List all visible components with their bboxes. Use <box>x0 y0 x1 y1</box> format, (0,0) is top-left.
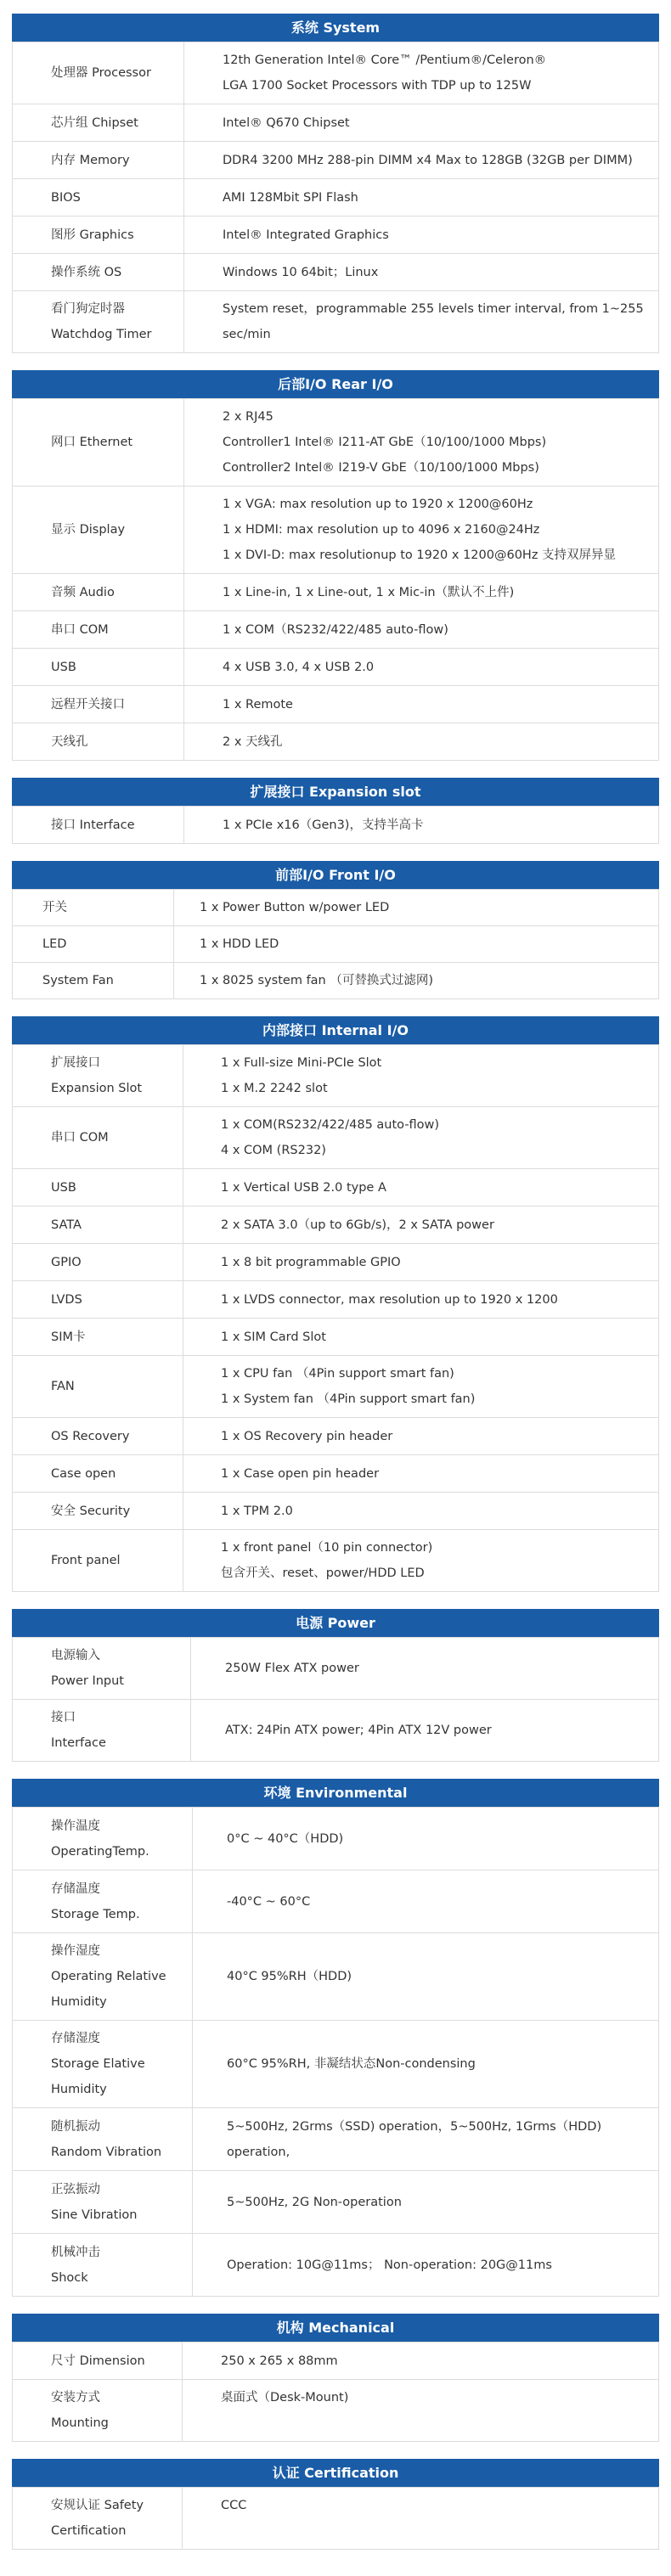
spec-label-line: LED <box>42 937 67 951</box>
spec-section <box>12 1609 659 1762</box>
spec-value <box>183 2488 659 2550</box>
spec-value <box>174 890 659 926</box>
spec-label <box>13 1530 183 1592</box>
spec-value-line: DDR4 3200 MHz 288-pin DIMM x4 Max to 128GB (32GB per DIMM) <box>223 153 633 167</box>
spec-value-line: ATX: 24Pin ATX power; 4Pin ATX 12V power <box>225 1724 492 1737</box>
spec-table <box>12 2487 659 2550</box>
spec-value <box>174 963 659 999</box>
table-row <box>13 1281 659 1319</box>
spec-table <box>12 806 659 844</box>
spec-label-line: 音频 Audio <box>51 585 115 599</box>
spec-value <box>183 1493 659 1530</box>
spec-label <box>13 1638 191 1700</box>
spec-value-line: 1 x PCIe x16（Gen3)，支持半高卡 <box>223 818 424 832</box>
table-row <box>13 574 659 611</box>
spec-label <box>13 1356 183 1418</box>
spec-value <box>184 179 659 217</box>
spec-value-line: 1 x COM(RS232/422/485 auto-flow) <box>221 1118 440 1132</box>
spec-section <box>12 370 659 761</box>
spec-value-line: 1 x HDD LED <box>200 937 279 951</box>
spec-label-line: 机械冲击 <box>51 2245 100 2259</box>
spec-label <box>13 179 184 217</box>
spec-label <box>13 611 184 649</box>
spec-value-line: 1 x Full-size Mini-PCIe Slot <box>221 1056 382 1070</box>
spec-value <box>183 1206 659 1244</box>
spec-value <box>184 723 659 761</box>
table-row <box>13 2488 659 2550</box>
spec-value <box>184 649 659 686</box>
spec-value-line: 250 x 265 x 88mm <box>221 2354 338 2368</box>
spec-label-line: Expansion Slot <box>51 1082 143 1095</box>
spec-label-line: Random Vibration <box>51 2145 162 2159</box>
section-title: 机构 Mechanical <box>12 2314 659 2342</box>
spec-value-line: 1 x M.2 2242 slot <box>221 1082 328 1095</box>
spec-value <box>193 2234 659 2297</box>
table-row <box>13 686 659 723</box>
spec-value <box>191 1638 659 1700</box>
section-title: 环境 Environmental <box>12 1779 659 1807</box>
spec-label <box>13 1808 193 1870</box>
spec-value-line: 1 x Power Button w/power LED <box>200 901 390 914</box>
spec-value <box>183 1455 659 1493</box>
spec-value <box>184 611 659 649</box>
spec-label <box>13 254 184 291</box>
spec-value-line: 1 x TPM 2.0 <box>221 1504 293 1518</box>
table-row <box>13 2021 659 2108</box>
spec-label-line: LVDS <box>51 1292 82 1307</box>
spec-value <box>191 1700 659 1762</box>
spec-label-line: System Fan <box>42 974 114 987</box>
spec-label-line: 操作湿度 <box>51 1944 100 1958</box>
spec-value <box>193 1933 659 2021</box>
spec-value-line: 40°C 95%RH（HDD) <box>227 1970 352 1983</box>
section-title: 扩展接口 Expansion slot <box>12 778 659 806</box>
spec-value <box>184 254 659 291</box>
spec-value <box>183 1530 659 1592</box>
spec-label <box>13 723 184 761</box>
spec-value-line: 1 x Vertical USB 2.0 type A <box>221 1180 386 1195</box>
spec-value-line: Controller2 Intel® I219-V GbE（10/100/1000 Mbps) <box>223 461 539 475</box>
table-row <box>13 963 659 999</box>
table-row <box>13 42 659 104</box>
spec-label <box>13 2171 193 2234</box>
spec-label-line: Humidity <box>51 2083 107 2096</box>
spec-label-line: Power Input <box>51 1674 124 1688</box>
spec-label <box>13 217 184 254</box>
spec-label <box>13 963 174 999</box>
spec-label <box>13 807 184 844</box>
spec-label <box>13 574 184 611</box>
table-row <box>13 104 659 142</box>
spec-label-line: 操作温度 <box>51 1819 100 1833</box>
spec-value <box>183 2343 659 2380</box>
table-row <box>13 1808 659 1870</box>
spec-table <box>12 1807 659 2297</box>
spec-value <box>183 1169 659 1206</box>
spec-label-line: 存储湿度 <box>51 2032 100 2045</box>
spec-table <box>12 889 659 999</box>
section-title: 认证 Certification <box>12 2459 659 2487</box>
spec-label <box>13 1107 183 1169</box>
table-row <box>13 1319 659 1356</box>
spec-value-line: -40°C ~ 60°C <box>227 1894 311 1909</box>
spec-label-line: USB <box>51 660 76 674</box>
spec-value-line: 250W Flex ATX power <box>225 1662 359 1675</box>
table-row <box>13 2234 659 2297</box>
spec-label <box>13 1455 183 1493</box>
spec-label <box>13 42 184 104</box>
spec-label-line: Watchdog Timer <box>51 328 152 341</box>
spec-label-line: 存储温度 <box>51 1881 100 1896</box>
spec-label <box>13 2021 193 2108</box>
table-row <box>13 1107 659 1169</box>
spec-section <box>12 778 659 844</box>
spec-value-line: 1 x HDMI: max resolution up to 4096 x 2160@24Hz <box>223 523 540 537</box>
spec-label-line: 串口 COM <box>51 622 109 637</box>
spec-label <box>13 649 184 686</box>
spec-value-line: 1 x VGA: max resolution up to 1920 x 1200@60Hz <box>223 498 533 511</box>
spec-value-line: AMI 128Mbit SPI Flash <box>223 190 358 205</box>
spec-value <box>193 1870 659 1933</box>
spec-value-line: 1 x 8025 system fan （可替换式过滤网) <box>200 974 434 987</box>
table-row <box>13 217 659 254</box>
table-row <box>13 723 659 761</box>
spec-value-line: 1 x LVDS connector, max resolution up to 1920 x 1200 <box>221 1292 558 1307</box>
spec-label-line: 显示 Display <box>51 523 126 537</box>
spec-value <box>184 291 659 353</box>
spec-value-line: 5~500Hz, 2G Non-operation <box>227 2195 402 2209</box>
spec-value <box>184 574 659 611</box>
table-row <box>13 2380 659 2442</box>
section-title: 内部接口 Internal I/O <box>12 1016 659 1044</box>
spec-value-line: 1 x DVI-D: max resolutionup to 1920 x 1200@60Hz 支持双屏异显 <box>223 548 617 562</box>
section-title: 电源 Power <box>12 1609 659 1637</box>
spec-value <box>183 1107 659 1169</box>
spec-value-line: 1 x front panel（10 pin connector) <box>221 1541 433 1555</box>
spec-label-line: 网口 Ethernet <box>51 436 133 449</box>
spec-label-line: Storage Temp. <box>51 1907 140 1921</box>
table-row <box>13 1638 659 1700</box>
spec-label-line: 图形 Graphics <box>51 228 134 242</box>
spec-label <box>13 487 184 574</box>
spec-label-line: Case open <box>51 1466 116 1481</box>
spec-label-line: GPIO <box>51 1255 82 1269</box>
table-row <box>13 2343 659 2380</box>
spec-value-line: 1 x OS Recovery pin header <box>221 1429 393 1443</box>
spec-value <box>193 2171 659 2234</box>
spec-label-line: SIM卡 <box>51 1330 86 1344</box>
spec-label <box>13 1206 183 1244</box>
spec-value <box>184 217 659 254</box>
section-title: 后部I/O Rear I/O <box>12 370 659 398</box>
spec-value <box>183 1045 659 1107</box>
spec-value <box>193 2108 659 2171</box>
spec-value <box>174 926 659 963</box>
spec-label <box>13 1045 183 1107</box>
spec-label-line: 接口 <box>51 1711 76 1724</box>
table-row <box>13 890 659 926</box>
spec-value-line: 60°C 95%RH, 非凝结状态Non-condensing <box>227 2057 476 2071</box>
table-row <box>13 2171 659 2234</box>
spec-value <box>183 1244 659 1281</box>
spec-label-line: OS Recovery <box>51 1429 130 1443</box>
spec-value-line: 1 x Remote <box>223 697 293 711</box>
spec-value-line: LGA 1700 Socket Processors with TDP up to 125W <box>223 79 532 93</box>
table-row <box>13 1244 659 1281</box>
spec-table <box>12 398 659 761</box>
spec-value-line: 桌面式（Desk-Mount) <box>221 2391 349 2404</box>
spec-label-line: Humidity <box>51 1995 107 2009</box>
spec-label-line: 扩展接口 <box>51 1056 100 1070</box>
spec-label <box>13 104 184 142</box>
spec-value-line: 2 x 天线孔 <box>223 734 283 749</box>
spec-label-line: OperatingTemp. <box>51 1844 149 1859</box>
table-row <box>13 1356 659 1418</box>
table-row <box>13 1530 659 1592</box>
spec-value <box>184 487 659 574</box>
spec-value-line: 1 x Case open pin header <box>221 1466 380 1481</box>
spec-value <box>184 42 659 104</box>
spec-value-line: 4 x COM (RS232) <box>221 1144 326 1157</box>
spec-label <box>13 1418 183 1455</box>
spec-value-line: 1 x 8 bit programmable GPIO <box>221 1255 401 1269</box>
table-row <box>13 254 659 291</box>
spec-label-line: 安装方式 <box>51 2391 100 2404</box>
spec-label-line: 串口 COM <box>51 1131 109 1145</box>
spec-value-line: 0°C ~ 40°C（HDD) <box>227 1831 344 1846</box>
spec-section <box>12 1016 659 1592</box>
spec-label-line: 操作系统 OS <box>51 265 122 279</box>
table-row <box>13 611 659 649</box>
spec-value <box>183 1281 659 1319</box>
table-row <box>13 1870 659 1933</box>
spec-label <box>13 1244 183 1281</box>
spec-value-line: 包含开关、reset、power/HDD LED <box>221 1566 425 1580</box>
spec-section <box>12 2314 659 2442</box>
spec-value <box>184 399 659 487</box>
spec-value <box>184 142 659 179</box>
table-row <box>13 1206 659 1244</box>
spec-label <box>13 926 174 963</box>
spec-value <box>183 1418 659 1455</box>
spec-label <box>13 1870 193 1933</box>
spec-label <box>13 1169 183 1206</box>
spec-label-line: 看门狗定时器 <box>51 302 125 316</box>
spec-value-line: System reset，programmable 255 levels timer interval, from 1~255 sec/min <box>223 302 644 341</box>
spec-label <box>13 1281 183 1319</box>
spec-label <box>13 1700 191 1762</box>
spec-value <box>184 104 659 142</box>
spec-label <box>13 2488 183 2550</box>
spec-label <box>13 1319 183 1356</box>
table-row <box>13 142 659 179</box>
spec-label-line: Operating Relative <box>51 1970 166 1983</box>
spec-value-line: Controller1 Intel® I211-AT GbE（10/100/1000 Mbps) <box>223 436 547 449</box>
spec-label-line: 内存 Memory <box>51 153 130 167</box>
spec-label-line: 安规认证 Safety <box>51 2499 144 2512</box>
spec-section <box>12 14 659 353</box>
spec-value-line: 12th Generation Intel® Core™ /Pentium®/Celeron® <box>223 53 547 67</box>
spec-table <box>12 1637 659 1762</box>
spec-label-line: USB <box>51 1180 76 1195</box>
spec-label-line: 接口 Interface <box>51 818 135 832</box>
spec-table <box>12 1044 659 1592</box>
spec-section <box>12 861 659 999</box>
table-row <box>13 291 659 353</box>
spec-value-line: Windows 10 64bit；Linux <box>223 265 379 279</box>
spec-value-line: 5~500Hz, 2Grms（SSD) operation，5~500Hz, 1Grms（HDD) operation, <box>227 2119 602 2159</box>
spec-value-line: Intel® Integrated Graphics <box>223 228 389 242</box>
table-row <box>13 926 659 963</box>
table-row <box>13 1045 659 1107</box>
spec-label-line: 芯片组 Chipset <box>51 115 138 130</box>
spec-value-line: 1 x SIM Card Slot <box>221 1330 326 1344</box>
table-row <box>13 1455 659 1493</box>
spec-value-line: 1 x Line-in, 1 x Line-out, 1 x Mic-in（默认不上件) <box>223 585 515 599</box>
spec-label <box>13 686 184 723</box>
spec-label-line: 正弦振动 <box>51 2182 100 2196</box>
spec-label <box>13 142 184 179</box>
spec-value <box>183 1356 659 1418</box>
spec-label-line: 天线孔 <box>51 734 88 749</box>
spec-value <box>183 1319 659 1356</box>
spec-table <box>12 42 659 353</box>
table-row <box>13 649 659 686</box>
spec-value-line: 2 x RJ45 <box>223 410 273 424</box>
spec-label-line: 处理器 Processor <box>51 66 151 80</box>
table-row <box>13 487 659 574</box>
spec-label <box>13 291 184 353</box>
spec-value-line: CCC <box>221 2499 247 2512</box>
spec-label <box>13 2343 183 2380</box>
spec-table <box>12 2342 659 2442</box>
spec-value <box>184 686 659 723</box>
spec-value <box>193 1808 659 1870</box>
spec-label <box>13 1493 183 1530</box>
spec-value-line: Operation: 10G@11ms； Non-operation: 20G@11ms <box>227 2258 552 2272</box>
table-row <box>13 1700 659 1762</box>
table-row <box>13 807 659 844</box>
spec-label <box>13 2108 193 2171</box>
spec-value-line: 4 x USB 3.0, 4 x USB 2.0 <box>223 660 375 674</box>
spec-value-line: 1 x CPU fan （4Pin support smart fan) <box>221 1367 454 1381</box>
spec-label-line: 远程开关接口 <box>51 697 125 711</box>
spec-value <box>183 2380 659 2442</box>
spec-section <box>12 2459 659 2550</box>
table-row <box>13 1493 659 1530</box>
table-row <box>13 1169 659 1206</box>
spec-label-line: 尺寸 Dimension <box>51 2354 145 2368</box>
spec-section <box>12 1779 659 2297</box>
spec-label-line: Mounting <box>51 2416 109 2430</box>
spec-label-line: 安全 Security <box>51 1504 131 1518</box>
table-row <box>13 179 659 217</box>
spec-value <box>193 2021 659 2108</box>
spec-value-line: 1 x System fan （4Pin support smart fan) <box>221 1392 476 1406</box>
spec-label-line: 开关 <box>42 901 67 914</box>
spec-label <box>13 2234 193 2297</box>
section-title: 前部I/O Front I/O <box>12 861 659 889</box>
spec-value-line: 1 x COM（RS232/422/485 auto-flow) <box>223 622 448 637</box>
spec-label-line: FAN <box>51 1380 75 1393</box>
spec-label-line: 随机振动 <box>51 2119 100 2134</box>
spec-label <box>13 890 174 926</box>
spec-value-line: Intel® Q670 Chipset <box>223 115 350 130</box>
section-title: 系统 System <box>12 14 659 42</box>
spec-label-line: BIOS <box>51 190 81 205</box>
spec-label-line: Front panel <box>51 1554 121 1567</box>
spec-label-line: SATA <box>51 1218 82 1232</box>
spec-value <box>184 807 659 844</box>
table-row <box>13 2108 659 2171</box>
table-row <box>13 1933 659 2021</box>
spec-label-line: Certification <box>51 2524 127 2538</box>
spec-label <box>13 1933 193 2021</box>
spec-label-line: Sine Vibration <box>51 2208 138 2222</box>
table-row <box>13 399 659 487</box>
spec-label <box>13 2380 183 2442</box>
spec-sheet <box>12 14 659 2550</box>
table-row <box>13 1418 659 1455</box>
spec-label-line: Shock <box>51 2270 88 2285</box>
spec-label <box>13 399 184 487</box>
spec-label-line: Interface <box>51 1736 106 1750</box>
spec-label-line: Storage Elative <box>51 2057 145 2071</box>
spec-value-line: 2 x SATA 3.0（up to 6Gb/s)，2 x SATA power <box>221 1218 494 1232</box>
spec-label-line: 电源输入 <box>51 1649 100 1662</box>
